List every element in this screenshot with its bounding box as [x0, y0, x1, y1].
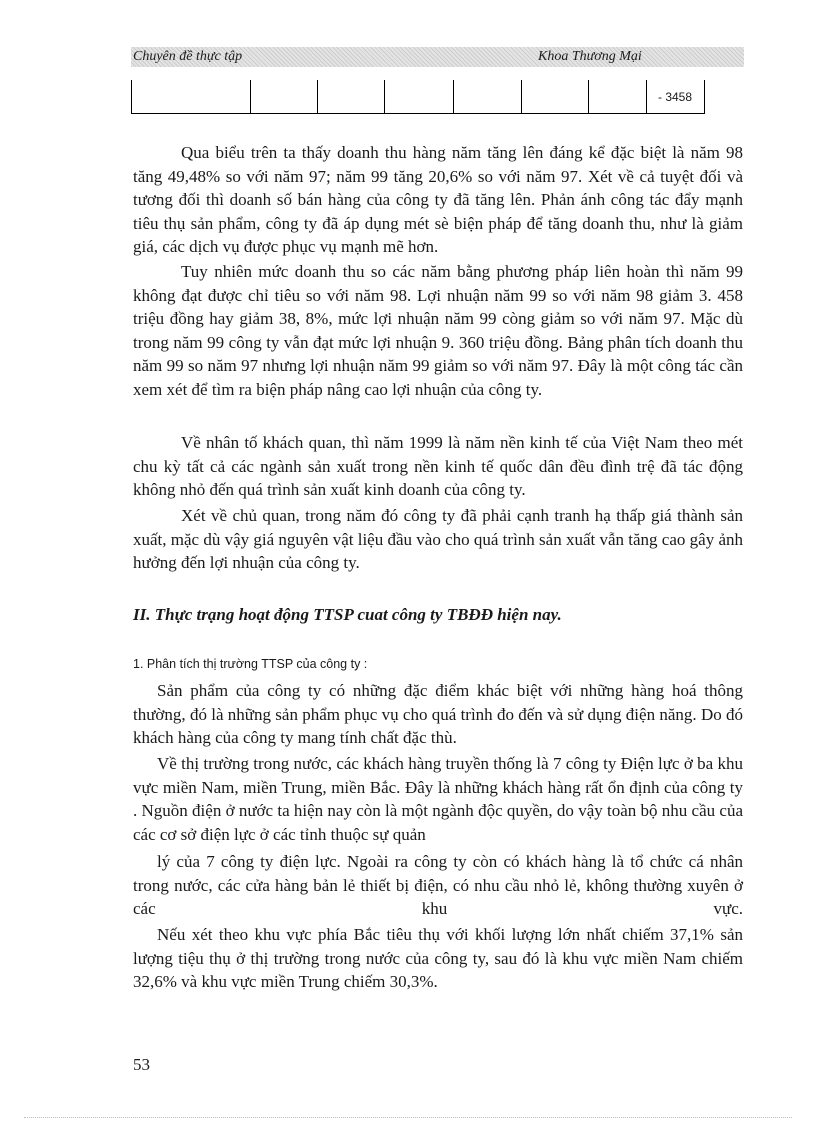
table-cell-value: - 3458 — [658, 90, 693, 104]
table-divider — [521, 80, 522, 114]
table-divider — [646, 80, 647, 114]
paragraph: Về thị trường trong nước, các khách hàng truyền thống là 7 công ty Điện lực ở ba khu vực miền Nam, miền Trung, miền Bắc. Đây là những khách hàng rất ổn định của công ty . Nguồn điện ở nước ta hiện nay còn là một ngành độc quyền, do vậy toàn bộ nhu cầu của các cơ sở điện lực ở các tỉnh thuộc sự quản — [133, 754, 743, 844]
table-fragment — [131, 80, 705, 114]
table-divider — [317, 80, 318, 114]
page-number: 53 — [133, 1055, 150, 1074]
paragraph: lý của 7 công ty điện lực. Ngoài ra công ty còn có khách hàng là tổ chức cá nhân trong nước, các cửa hàng bản lẻ thiết bị điện, có nhu cầu nhỏ lẻ, không thường xuyên ở các khu vực. — [133, 852, 743, 919]
table-divider — [250, 80, 251, 114]
header-faculty: Khoa Thương Mại — [538, 49, 642, 64]
table-divider — [453, 80, 454, 114]
table-divider — [704, 80, 705, 114]
sub-heading: 1. Phân tích thị trường TTSP của công ty : — [133, 657, 368, 671]
paragraph: Xét về chủ quan, trong năm đó công ty đã phải cạnh tranh hạ thấp giá thành sản xuất, mặc dù vậy giá nguyên vật liệu đầu vào cho quá trình sản xuất vẫn tăng cao gây ảnh hưởng đến lợi nhuận của công ty. — [133, 506, 743, 573]
table-divider — [588, 80, 589, 114]
paragraph: Sản phẩm của công ty có những đặc điểm khác biệt với những hàng hoá thông thường, đó là những sản phẩm phục vụ cho quá trình đo đến và sử dụng điện năng. Do đó khách hàng của công ty mang tính chất đặc thù. — [133, 681, 743, 748]
paragraph: Tuy nhiên mức doanh thu so các năm bằng phương pháp liên hoàn thì năm 99 không đạt được chỉ tiêu so với năm 98. Lợi nhuận năm 99 so với năm 98 giảm 3. 458 triệu đồng hay giảm 38, 8%, mức lợi nhuận năm 99 còng giảm so với năm 97. Mặc dù trong năm 99 công ty vẫn đạt mức lợi nhuận 9. 360 triệu đồng. Bảng phân tích doanh thu năm 99 so năm 97 nhưng lợi nhuận năm 99 giảm so với năm 97. Đây là một công tác cần xem xét để tìm ra biện pháp nâng cao lợi nhuận của công ty. — [133, 262, 743, 399]
running-header — [131, 47, 744, 67]
footer-divider — [24, 1117, 792, 1118]
table-divider — [131, 80, 132, 114]
paragraph: Nếu xét theo khu vực phía Bắc tiêu thụ với khối lượng lớn nhất chiếm 37,1% sản lượng tiệu thụ ở thị trường trong nước của công ty, sau đó là khu vực miền Nam chiếm 32,6% và khu vực miền Trung chiếm 30,3%. — [133, 925, 743, 992]
header-doc-type: Chuyên đề thực tập — [133, 49, 243, 64]
paragraph: Qua biểu trên ta thấy doanh thu hàng năm tăng lên đáng kể đặc biệt là năm 98 tăng 49,48% so với năm 97; năm 99 tăng 20,6% so với năm 97. Xét về cả tuyệt đối và tương đối thì doanh số bán hàng của công ty đã tăng lên. Phản ánh công tác đẩy mạnh tiêu thụ sản phẩm, công ty đã áp dụng mét sè biện pháp để tăng doanh thu, như là giảm giá, các dịch vụ được phục vụ mạnh mẽ hơn. — [133, 143, 743, 257]
table-divider — [384, 80, 385, 114]
paragraph: Về nhân tố khách quan, thì năm 1999 là năm nền kinh tế của Việt Nam theo mét chu kỳ tất cả các ngành sản xuất trong nền kinh tế quốc dân đều đình trệ đã tác động không nhỏ đến quá trình sản xuất kinh doanh của công ty. — [133, 433, 743, 500]
section-heading: II. Thực trạng hoạt động TTSP cuat công ty TBĐĐ hiện nay. — [133, 605, 562, 624]
